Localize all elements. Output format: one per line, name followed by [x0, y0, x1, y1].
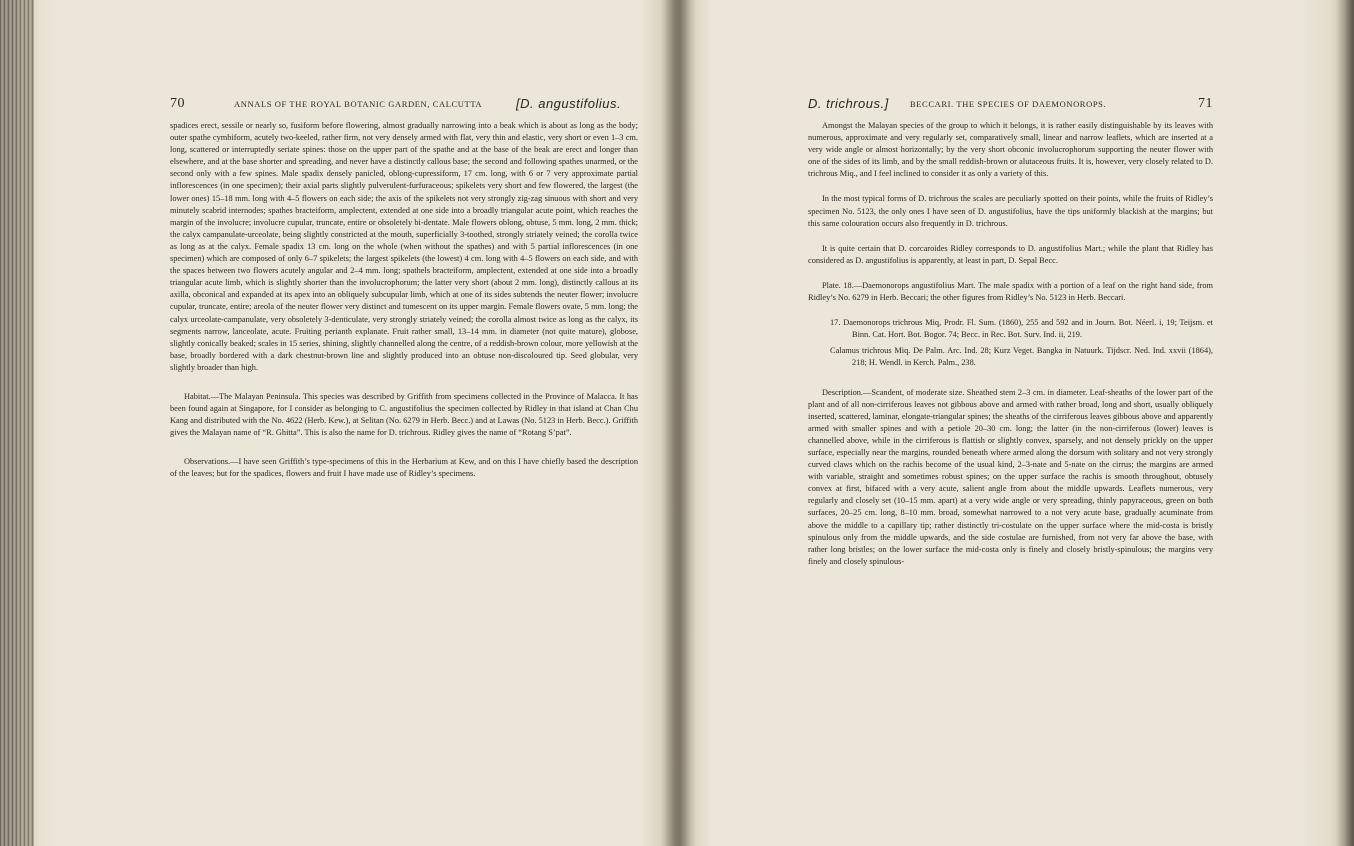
right-book-edge [1336, 0, 1354, 846]
right-body [808, 120, 1213, 568]
left-running-title: ANNALS OF THE ROYAL BOTANIC GARDEN, CALCUTTA [234, 99, 483, 109]
left-body [170, 120, 638, 481]
right-paragraph-typical-forms: In the most typical forms of D. trichrous the scales are peculiarly spotted on their points, while the fruits of Ridley’s specimen No. 5123, the only ones I have seen of D. angustifolius, have the tips uniformly blackish at the margins; but this same colouration occurs also frequently in D. trichrous. [808, 194, 1213, 228]
left-page-number: 70 [170, 96, 185, 111]
left-paragraph-observations: Observations.—I have seen Griffith’s type-specimens of this in the Herbarium at Kew, and on this I have chiefly based the description of the leaves; but for the spadices, flowers and fruit I have made use of Ridley’s specimens. [170, 457, 638, 479]
right-running-head [808, 96, 1213, 114]
right-page [808, 96, 1213, 568]
right-paragraph-synonym: Calamus trichrous Miq. De Palm. Arc. Ind. 28; Kurz Veget. Bangka in Natuurk. Tijdscr. Ned. Ind. xxvii (1864), 218; H. Wendl. in Kerch. Palm., 238. [830, 346, 1213, 368]
gutter-shadow [660, 0, 696, 846]
right-running-species: D. trichrous.] [808, 96, 889, 111]
right-paragraph-description: Description.—Scandent, of moderate size. Sheathed stem 2–3 cm. in diameter. Leaf-sheaths of the lower part of the plant and of all non-cirriferous leaves not gibbous above and armed with rather broad, long and short, usually obliquely inserted, scattered, laminar, elongate-triangular spines; the sheaths of the cirriferous leaves gibbous above and apparently armed with smaller spines and with a petiole 20–30 cm. long; the latter (in the non-cirriferous (lower) leaves is channelled above, while in the cirriferous is flattish or slightly convex, sparsely, and not densely prickly on the upper surface, especially near the margins, rounded beneath where armed along the dorsum with solitary and not very strongly curved claws which on the rachis become of the usual kind, 2–3-nate and 5-nate on the cirrus; the margins are armed with variable, straight and sometimes robust spines; on the upper surface the rachis is smooth throughout, obtusely convex at first, bifaced with a very acute, salient angle from about the middle upwards. Leaflets numerous, very regularly and closely set (10–15 mm. apart) at a very wide angle or very spreading, thinly papyraceous, green on both surfaces, 20–25 cm. long, 8–10 mm. broad, somewhat narrowed to a not very acute base, gradually acuminate from above the middle to a capillary tip; rather distinctly tri-costulate on the upper surface where the mid-costa is bristly spinulous only from the middle upwards, and the side costulae are furnished, from not very far above the base, with rather long bristles; on the lower surface the mid-costa only is finely and closely bristly-spinulous; the margins very finely and closely spinulous- [808, 387, 1213, 566]
left-running-species: [D. angustifolius. [516, 96, 622, 111]
right-page-number: 71 [1198, 96, 1213, 111]
right-paragraph-certain: It is quite certain that D. corcaroides Ridley corresponds to D. angustifolius Mart.; while the plant that Ridley has considered as D. angustifolius is apparently, at least in part, D. Sepal Becc. [808, 243, 1213, 265]
right-running-title: BECCARI. THE SPECIES OF DAEMONOROPS. [910, 99, 1107, 109]
right-paragraph-species-heading: 17. Daemonorops trichrous Miq, Prodr. Fl. Sum. (1860), 255 and 592 and in Journ. Bot. Néerl. i, 19; Teijsm. et Binn. Cat. Hort. Bot. Bogor. 74; Becc. in Rec. Bot. Surv. Ind. ii, 219. [830, 318, 1213, 340]
left-paragraph-habitat: Habitat.—The Malayan Peninsula. This species was described by Griffith from specimens collected in the Province of Malacca. It has been found again at Singapore, for I consider as belonging to C. angustifolius the specimen collected by Ridley in that island at Chan Chu Kang and distributed with the No. 4622 (Herb. Kew.), at Selitan (No. 6279 in Herb. Becc.) and at Lawas (No. 5123 in Herb. Becc.). Griffith gives the Malayan name of “R. Ghitta”. This is also the name for D. trichrous. Ridley gives the name of “Rotang S’pat”. [170, 391, 638, 438]
left-page [170, 96, 638, 481]
left-book-edge [0, 0, 34, 846]
left-running-head [170, 96, 638, 114]
right-paragraph-distinguish: Amongst the Malayan species of the group to which it belongs, it is rather easily distinguishable by its leaves with numerous, approximate and very regularly set, comparatively small, linear and narrow leaflets, which are inserted at a very wide angle or almost horizontally; by the very short obconic involucrophorum supporting the neuter flower with one of the sides of its limb, and by the small reddish-brown or alutaceous fruits. It is, however, very closely related to D. trichrous Miq., and I feel inclined to consider it as only a variety of this. [808, 121, 1213, 179]
right-paragraph-plate: Plate. 18.—Daemonorops angustifolius Mart. The male spadix with a portion of a leaf on the right hand side, from Ridley’s No. 6279 in Herb. Beccari; the other figures from Ridley’s No. 5123 in Herb. Beccari. [808, 280, 1213, 303]
left-paragraph-description: spadices erect, sessile or nearly so, fusiform before flowering, almost gradually narrowing into a beak which is about as long as the body; outer spathe cymbiform, acutely two-keeled, rather firm, not very densely armed with flat, very thin and elastic, very short or even 1–3 cm. long, scattered or interruptedly seriate spines: those on the upper part of the spathe and at the base of the beak are erect and longer than elsewhere, and at the base shorter and spreading, and never have a distinctly callous base; the second and following spathes unarmed, or the second only with a few spines. Male spadix densely panicled, oblong-cupressiform, 17 cm. long, with 6 or 7 very approximate partial inflorescences (in one specimen); their axial parts slightly pulverulent-furfuraceous; spikelets very short and few flowered, the largest (the lower ones) 15–18 mm. long with 4–5 flowers on each side; the axis of the spikelets not very strongly zig-zag sinuous with short and very minutely scabrid internodes; spathes bracteiform, amplectent, extended at one side into a broadly triangular acute point, which reaches the margin of the involucre; involucre cupular, truncate, entire or obsoletely bi-dentate. Male flowers oblong, obtuse, 5 mm. long, 2 mm. thick; the calyx campanulate-urceolate, being slightly constricted at the mouth, superficially 3-toothed, strongly striately veined; the corolla twice as long as at the calyx. Female spadix 13 cm. long on the whole (when without the spathes) and with 5 partial inflorescences (in one specimen) which are composed of only 6–7 spikelets; the largest spikelets (the lowest) 4 cm. long with 4–5 flowers on each side, and with the spaces between two flowers acutely angular and 2–4 mm. long; spathels bracteiform, amplectent, extended at one side into a broadly triangular acute limb, which is slightly shorter than the involucrophorum; the latter very short (about 2 mm. long), distinctly callous at its axilla, obconical and expanded at its apex into an obliquely subcupular limb, which at one of its sides subtends the neuter flower; involucre cupular, truncate, entire; areola of the neuter flower very distinct and tumescent on its upper margin. Female flowers ovate, 5 mm. long; the calyx urceolate-campanulate, very obsoletely 3-denticulate, very strongly striately veined; the corolla almost twice as long as the calyx, its segments narrow, lanceolate, acute. Fruiting perianth explanate. Fruit rather small, 13–14 mm. in diameter (not quite mature), globose, slightly conically beaked; scales in 15 series, shining, slightly channelled along the centre, of a reddish-brown colour, more yellowish at the base, broadly bordered with a dark chestnut-brown line and slightly produced into an obtuse non-discoloured tip. Seed globular, very slightly broader than high. [170, 121, 638, 372]
